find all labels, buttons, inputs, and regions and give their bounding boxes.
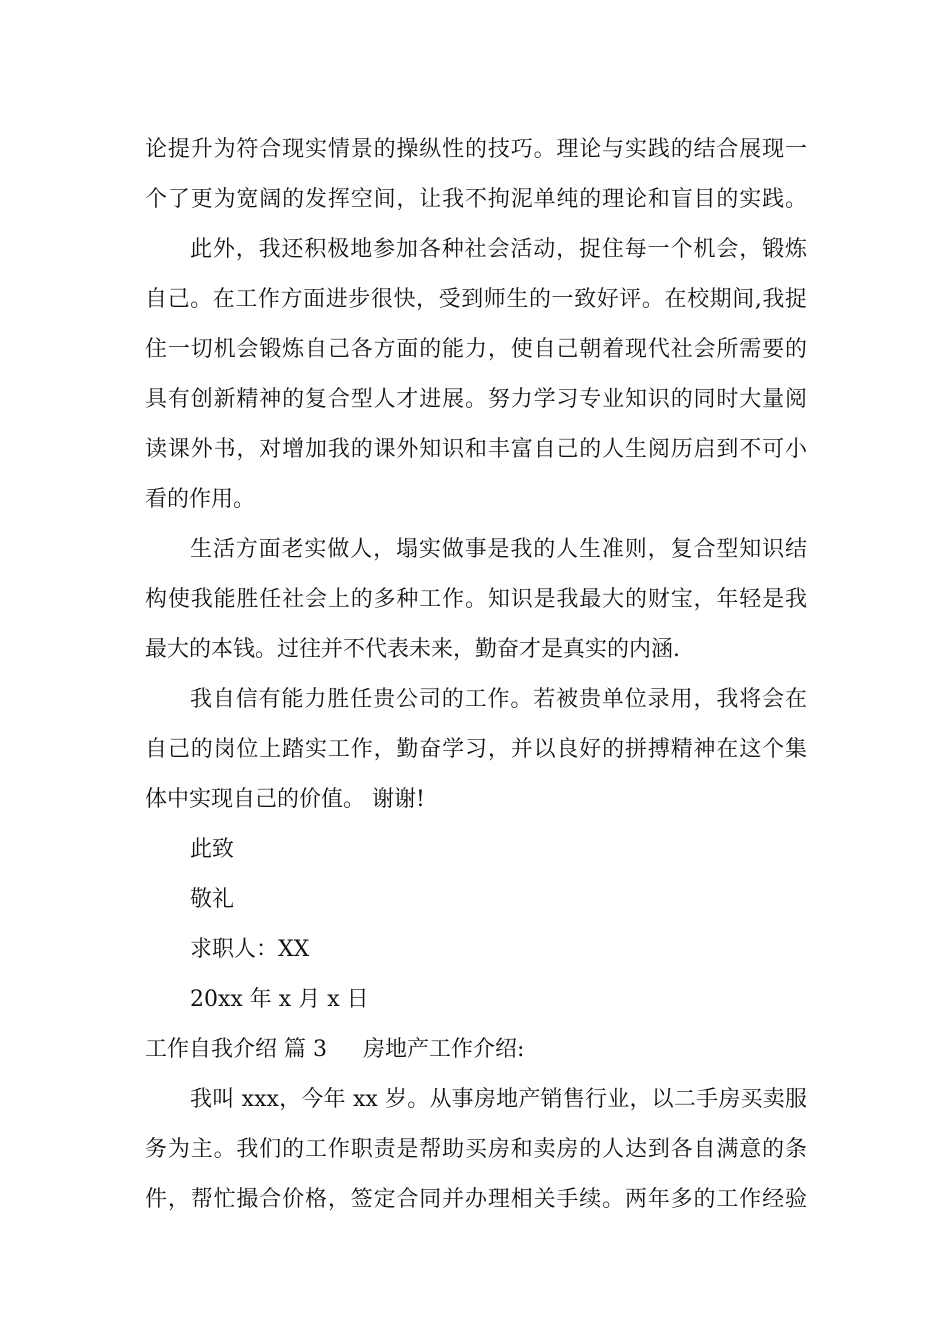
paragraph-line: 构使我能胜任社会上的多种工作。知识是我最大的财宝，年轻是我 bbox=[145, 587, 807, 612]
paragraph-line: 自己的岗位上踏实工作，勤奋学习，并以良好的拼搏精神在这个集 bbox=[145, 737, 807, 762]
paragraph-line: 自己。在工作方面进步很快，受到师生的一致好评。在校期间,我捉 bbox=[145, 287, 807, 312]
closing-regards: 敬礼 bbox=[190, 887, 235, 912]
letter-date: 20xx 年 x 月 x 日 bbox=[190, 987, 369, 1012]
section-heading bbox=[145, 1030, 524, 1070]
paragraph-line: 个了更为宽阔的发挥空间，让我不拘泥单纯的理论和盲目的实践。 bbox=[145, 187, 807, 212]
section-title: 工作自我介绍 篇 3 bbox=[145, 1037, 327, 1062]
paragraph-line: 看的作用。 bbox=[145, 487, 256, 512]
paragraph-line: 最大的本钱。过往并不代表未来，勤奋才是真实的内涵. bbox=[145, 637, 680, 662]
paragraph-line: 件，帮忙撮合价格，签定合同并办理相关手续。两年多的工作经验 bbox=[145, 1187, 807, 1212]
paragraph-line: 体中实现自己的价值。 谢谢! bbox=[145, 787, 425, 812]
paragraph-line: 我自信有能力胜任贵公司的工作。若被贵单位录用，我将会在 bbox=[190, 687, 807, 712]
applicant-signature: 求职人：XX bbox=[190, 937, 310, 962]
paragraph-line: 此外，我还积极地参加各种社会活动，捉住每一个机会，锻炼 bbox=[190, 237, 807, 262]
paragraph-line: 生活方面老实做人，塌实做事是我的人生准则，复合型知识结 bbox=[190, 537, 807, 562]
paragraph-line: 具有创新精神的复合型人才进展。努力学习专业知识的同时大量阅 bbox=[145, 387, 807, 412]
paragraph-line: 论提升为符合现实情景的操纵性的技巧。理论与实践的结合展现一 bbox=[145, 137, 807, 162]
paragraph-line: 我叫 xxx，今年 xx 岁。从事房地产销售行业，以二手房买卖服 bbox=[190, 1087, 807, 1112]
paragraph-line: 务为主。我们的工作职责是帮助买房和卖房的人达到各自满意的条 bbox=[145, 1137, 807, 1162]
closing-salutation: 此致 bbox=[190, 837, 235, 862]
paragraph-line: 住一切机会锻炼自己各方面的能力，使自己朝着现代社会所需要的 bbox=[145, 337, 807, 362]
section-subtitle: 房地产工作介绍: bbox=[362, 1037, 525, 1062]
paragraph-line: 读课外书，对增加我的课外知识和丰富自己的人生阅历启到不可小 bbox=[145, 437, 807, 462]
